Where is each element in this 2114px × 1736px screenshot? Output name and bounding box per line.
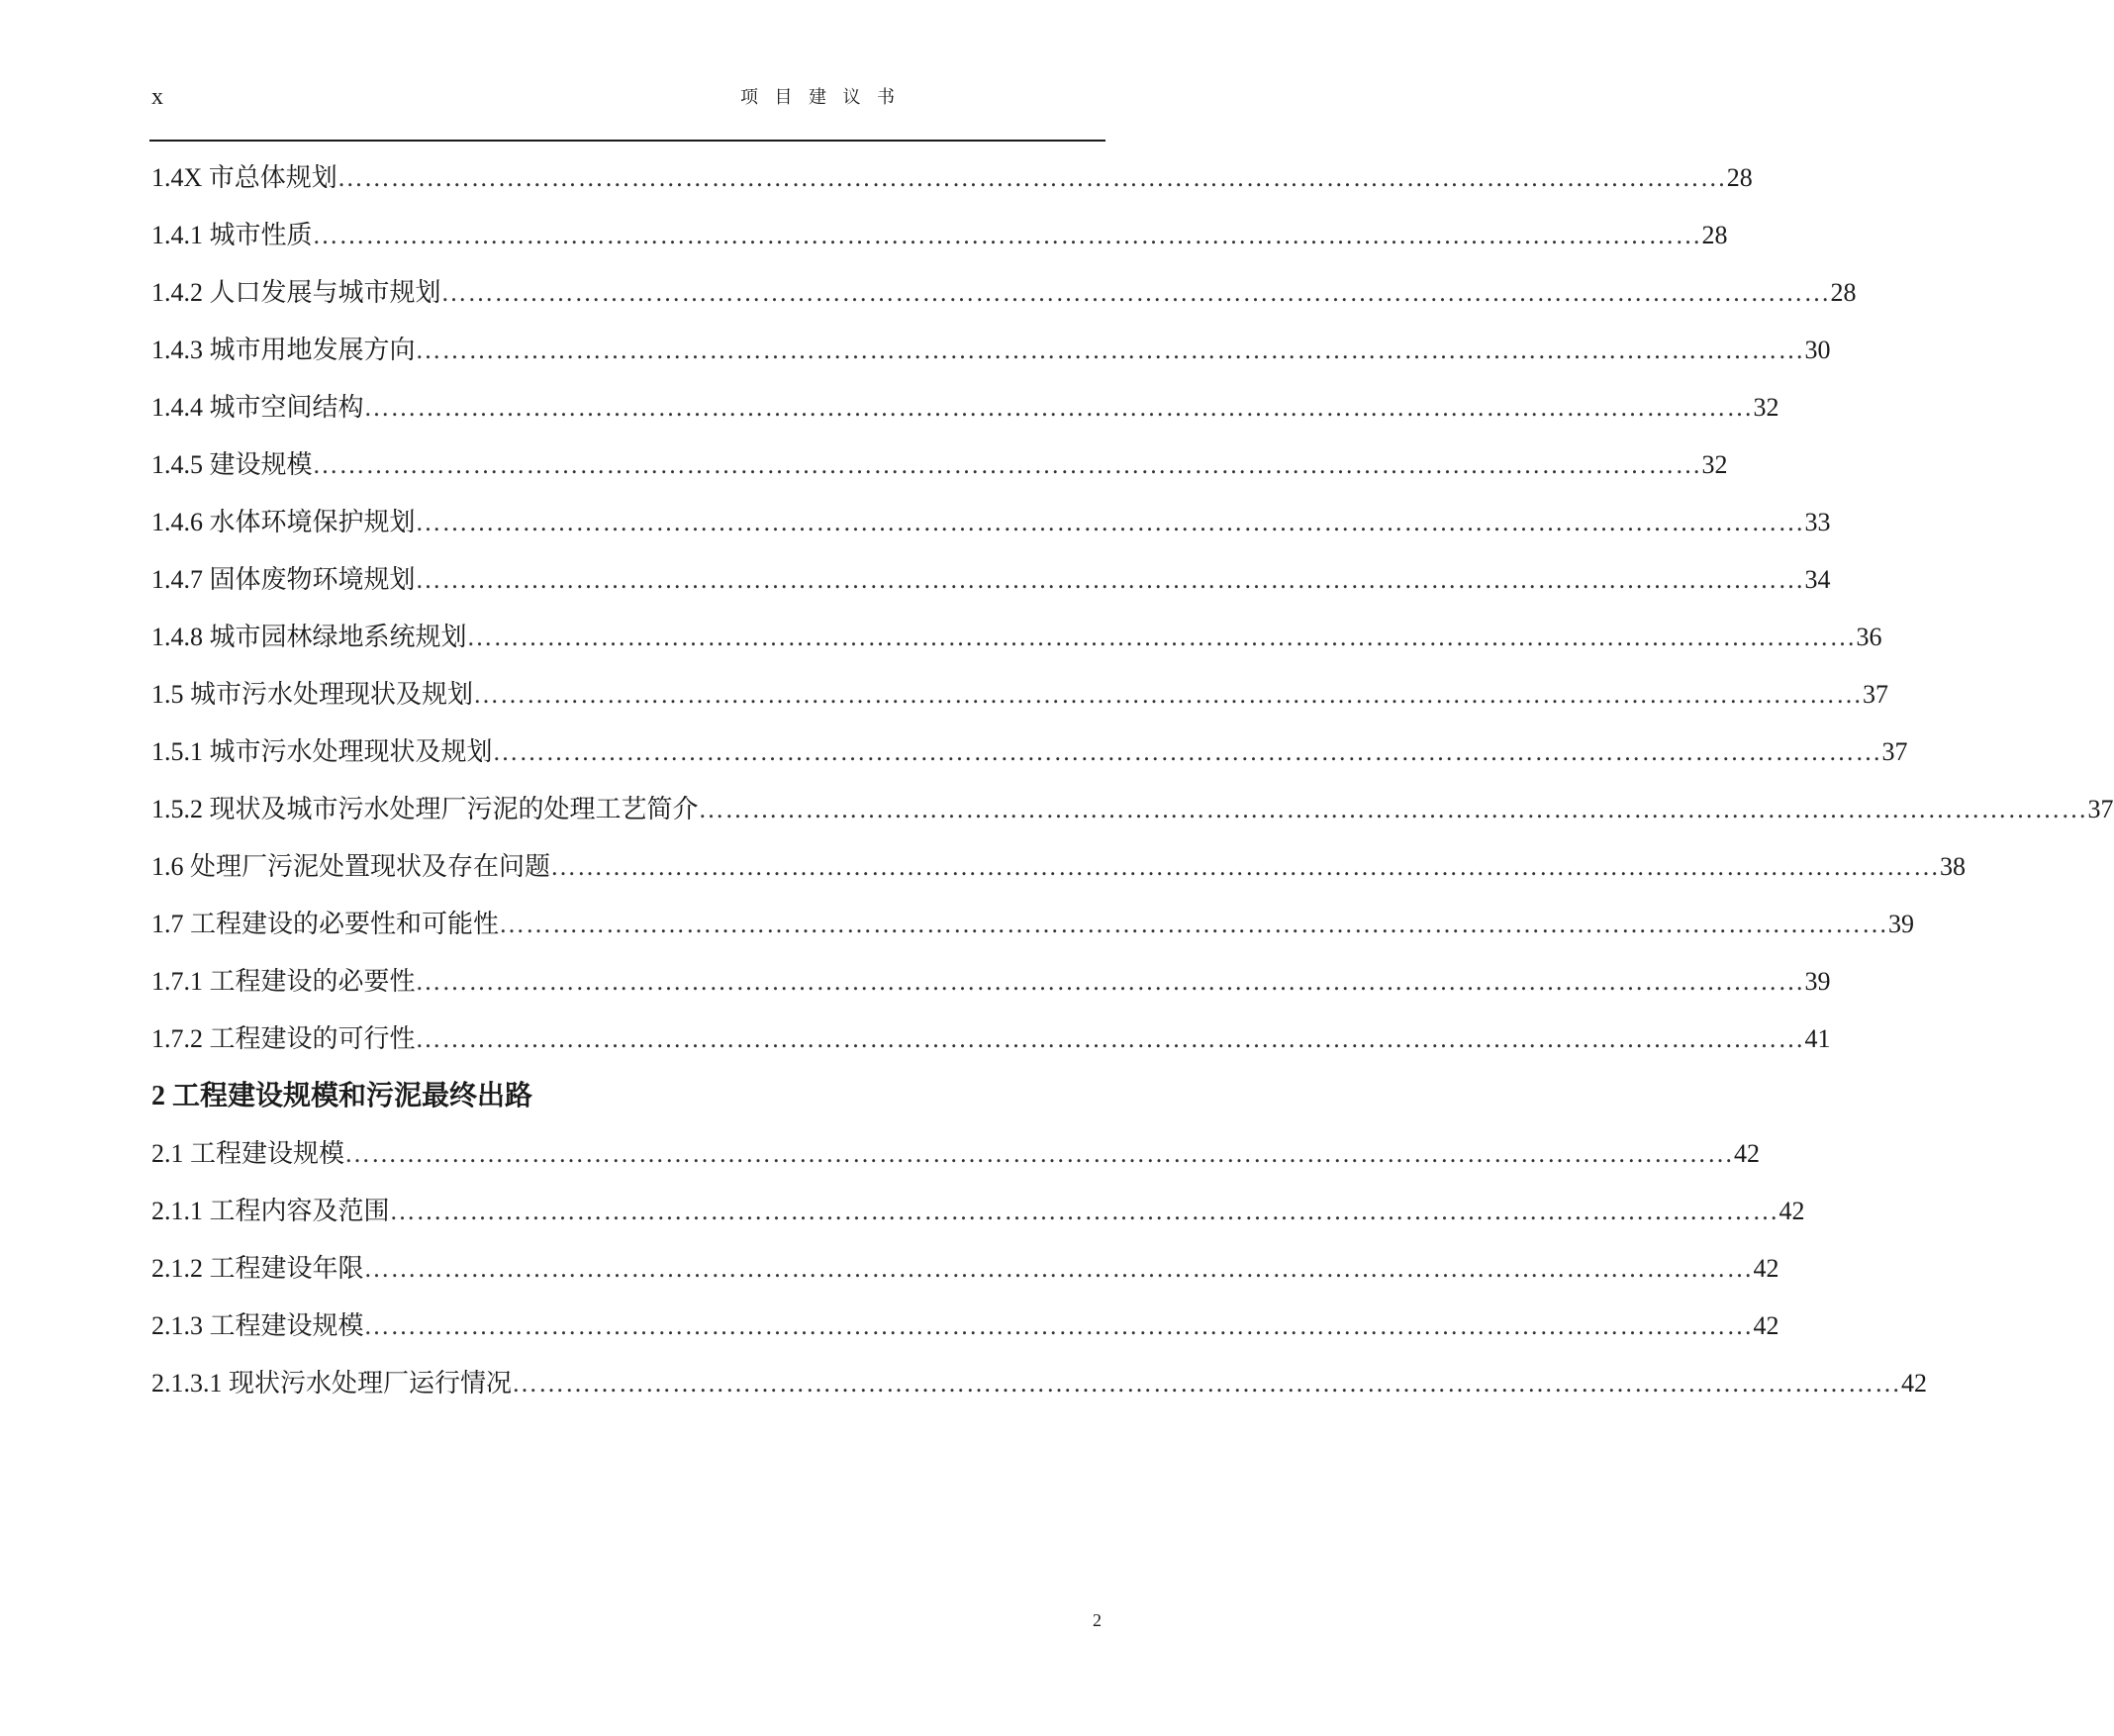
toc-entry-page: 34 — [1804, 565, 1831, 594]
toc-entry — [151, 964, 1831, 1000]
toc-leader: ………………………………………………………………………………………………………………………………………… — [415, 508, 1805, 536]
toc-entry-title: 1.4.6 水体环境保护规划 — [151, 508, 416, 536]
toc-entry-title: 1.6 处理厂污泥处置现状及存在问题 — [151, 852, 551, 881]
toc-entry — [151, 275, 1857, 311]
toc-entry — [151, 734, 1908, 770]
toc-entry-page: 28 — [1830, 278, 1857, 307]
toc-entry-title: 2.1.2 工程建设年限 — [151, 1254, 364, 1283]
toc-entry-page: 42 — [1778, 1197, 1805, 1225]
toc-entry — [151, 390, 1779, 426]
toc-entry — [151, 333, 1831, 368]
toc-entry-page: 28 — [1701, 221, 1728, 249]
toc-entry-page: 32 — [1753, 393, 1779, 422]
page-number: 2 — [1093, 1610, 1102, 1630]
toc-leader: ………………………………………………………………………………………………………………………………………… — [415, 336, 1805, 364]
toc-entry — [151, 505, 1831, 540]
toc-entry-title: 1.4.7 固体废物环境规划 — [151, 565, 416, 594]
toc-entry — [151, 1021, 1831, 1057]
toc-entry-page: 28 — [1726, 163, 1753, 192]
toc-entry — [151, 562, 1831, 598]
toc-entry — [151, 907, 1915, 942]
toc-entry-title: 1.5.2 现状及城市污水处理厂污泥的处理工艺简介 — [151, 795, 699, 823]
toc-entry-page: 33 — [1804, 508, 1831, 536]
toc-entry-page: 32 — [1701, 450, 1728, 479]
toc-entry-page: 42 — [1753, 1254, 1779, 1283]
toc-leader: ………………………………………………………………………………………………………………………………………… — [363, 1311, 1754, 1340]
toc-entry-title: 1.4.3 城市用地发展方向 — [151, 336, 416, 364]
toc-entry — [151, 1308, 1779, 1344]
toc-entry-title: 1.5 城市污水处理现状及规划 — [151, 680, 474, 709]
toc-leader: ………………………………………………………………………………………………………………………………………… — [698, 795, 2088, 823]
toc-entry-page: 37 — [1863, 680, 1889, 709]
toc-entry-title: 1.4.5 建设规模 — [151, 450, 313, 479]
toc-entry-page: 39 — [1888, 910, 1915, 938]
toc-entry-page: 38 — [1940, 852, 1967, 881]
toc-entry-title: 1.4.2 人口发展与城市规划 — [151, 278, 441, 307]
toc-entry-page: 42 — [1753, 1311, 1779, 1340]
toc-entry — [151, 1366, 1928, 1401]
header-left-text: x — [151, 84, 163, 110]
toc-leader: ………………………………………………………………………………………………………………………………………… — [312, 450, 1702, 479]
toc-leader: ………………………………………………………………………………………………………………………………………… — [336, 163, 1727, 192]
toc-entry-title: 1.4.1 城市性质 — [151, 221, 313, 249]
header-document-title: 项 目 建 议 书 — [740, 87, 901, 107]
toc-entry-title: 2.1.1 工程内容及范围 — [151, 1197, 390, 1225]
toc-leader: ………………………………………………………………………………………………………………………………………… — [492, 737, 1882, 766]
toc-leader: ………………………………………………………………………………………………………………………………………… — [466, 623, 1857, 651]
toc-leader: ………………………………………………………………………………………………………………………………………… — [512, 1369, 1902, 1398]
toc-leader: ………………………………………………………………………………………………………………………………………… — [473, 680, 1864, 709]
toc-entry — [151, 677, 1889, 713]
toc-entry-page: 42 — [1901, 1369, 1928, 1398]
toc-entry-page: 37 — [2087, 795, 2114, 823]
toc-entry-title: 1.4X 市总体规划 — [151, 163, 337, 192]
toc-entry — [151, 792, 2114, 827]
toc-entry-page: 30 — [1804, 336, 1831, 364]
toc-entry — [151, 1136, 1761, 1172]
toc-entry — [151, 447, 1728, 483]
toc-entry-page: 37 — [1881, 737, 1908, 766]
toc-leader: ………………………………………………………………………………………………………………………………………… — [415, 1024, 1805, 1053]
toc-leader: ………………………………………………………………………………………………………………………………………… — [344, 1139, 1735, 1168]
toc-entry — [151, 849, 1967, 885]
toc-entry-title: 2.1.3 工程建设规模 — [151, 1311, 364, 1340]
toc-entry — [151, 218, 1728, 253]
toc-entry — [151, 1251, 1779, 1287]
toc-entry — [151, 160, 1753, 196]
toc-leader: ………………………………………………………………………………………………………………………………………… — [363, 393, 1754, 422]
toc-chapter-heading: 2 工程建设规模和污泥最终出路 — [151, 1081, 533, 1111]
header-divider — [149, 140, 1105, 142]
toc-leader: ………………………………………………………………………………………………………………………………………… — [312, 221, 1702, 249]
toc-leader: ………………………………………………………………………………………………………………………………………… — [389, 1197, 1779, 1225]
toc-leader: ………………………………………………………………………………………………………………………………………… — [440, 278, 1831, 307]
toc-entry-title: 1.7.2 工程建设的可行性 — [151, 1024, 416, 1053]
toc-entry-page: 39 — [1804, 967, 1831, 996]
toc-entry-title: 1.4.8 城市园林绿地系统规划 — [151, 623, 467, 651]
toc-entry-title: 1.7 工程建设的必要性和可能性 — [151, 910, 500, 938]
toc-entry-page: 42 — [1734, 1139, 1761, 1168]
toc-entry-page: 41 — [1804, 1024, 1831, 1053]
toc-leader: ………………………………………………………………………………………………………………………………………… — [415, 967, 1805, 996]
toc-leader: ………………………………………………………………………………………………………………………………………… — [550, 852, 1941, 881]
toc-entry-page: 36 — [1856, 623, 1882, 651]
toc-leader: ………………………………………………………………………………………………………………………………………… — [499, 910, 1889, 938]
toc-entry-title: 1.4.4 城市空间结构 — [151, 393, 364, 422]
toc-leader: ………………………………………………………………………………………………………………………………………… — [415, 565, 1805, 594]
toc-entry — [151, 620, 1882, 655]
toc-entry-title: 2.1 工程建设规模 — [151, 1139, 345, 1168]
toc-entry-title: 1.7.1 工程建设的必要性 — [151, 967, 416, 996]
toc-leader: ………………………………………………………………………………………………………………………………………… — [363, 1254, 1754, 1283]
toc-entry-title: 2.1.3.1 现状污水处理厂运行情况 — [151, 1369, 513, 1398]
toc-entry — [151, 1194, 1805, 1229]
toc-entry-title: 1.5.1 城市污水处理现状及规划 — [151, 737, 493, 766]
